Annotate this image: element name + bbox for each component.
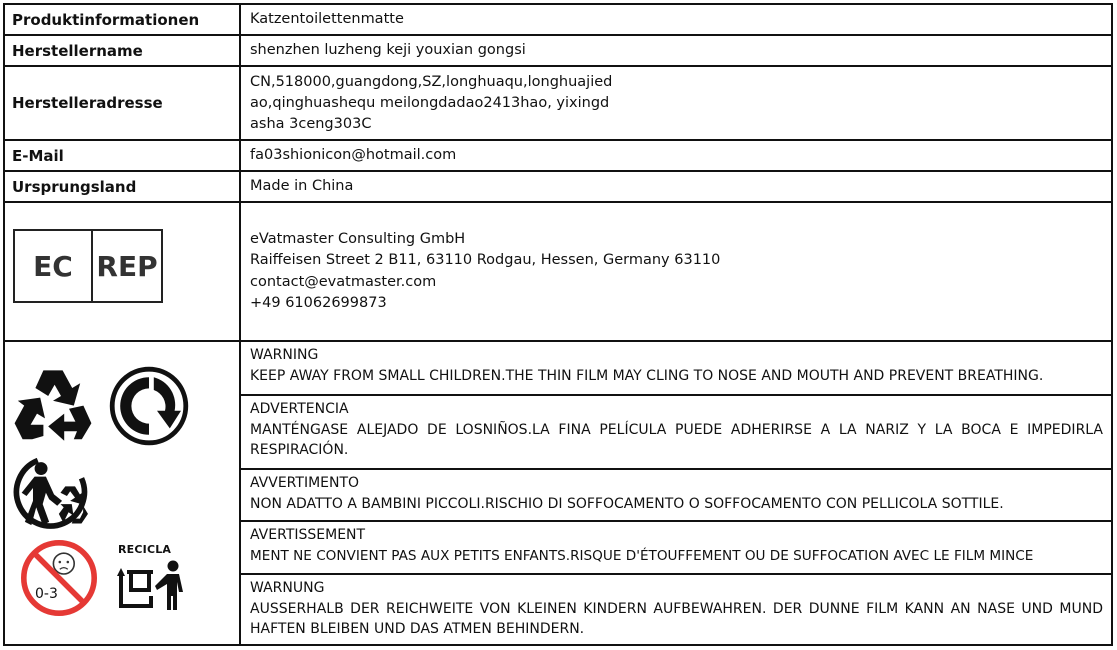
tidyman-recycle-icon — [13, 454, 95, 530]
ec-rep-details — [241, 203, 1111, 340]
label-origin: Ursprungsland — [5, 172, 241, 201]
warnings-block — [241, 342, 1111, 644]
warning-es — [241, 396, 1111, 470]
value-product: Katzentoilettenmatte — [250, 11, 404, 27]
label-email: E-Mail — [5, 141, 241, 170]
recicla-label: RECICLA — [118, 543, 172, 556]
ec-rep-logo-ec: EC — [15, 231, 93, 301]
warning-heading: ADVERTENCIA — [250, 401, 349, 417]
label-manufacturer-address: Herstelleradresse — [5, 67, 241, 139]
row-email — [5, 141, 1111, 172]
warning-heading: WARNUNG — [250, 580, 325, 596]
ec-rep-logo-cell — [5, 203, 241, 340]
ec-rep-phone: +49 61062699873 — [250, 295, 387, 311]
green-dot-icon — [109, 366, 189, 446]
warning-heading: AVVERTIMENTO — [250, 475, 360, 491]
no-children-0-3-icon — [19, 538, 99, 618]
ec-rep-address: Raiffeisen Street 2 B11, 63110 Rodgau, Hessen, Germany 63110 — [250, 252, 721, 268]
row-product — [5, 5, 1111, 36]
recicla-icon — [113, 558, 189, 614]
warning-it — [241, 470, 1111, 522]
value-email: fa03shionicon@hotmail.com — [250, 147, 457, 163]
address-line: CN,518000,guangdong,SZ,longhuaqu,longhuajied — [250, 73, 613, 90]
warning-text: AUSSERHALB DER REICHWEITE VON KLEINEN KINDERN AUFBEWAHREN. DER DUNNE FILM KANN AN NASE UND MUND HAFTEN BLEIBEN UND DAS ATMEN BEHINDERN. — [250, 600, 1103, 637]
ec-rep-email: contact@evatmaster.com — [250, 273, 437, 290]
warning-text: MENT NE CONVIENT PAS AUX PETITS ENFANTS.RISQUE D'ÉTOUFFEMENT OU DE SUFFOCATION AVEC LE FILM MINCE — [250, 547, 1034, 564]
recycle-icon — [13, 364, 93, 444]
warning-en — [241, 342, 1111, 396]
address-line: asha 3ceng303C — [250, 115, 372, 132]
value-manufacturer-address — [241, 67, 1111, 139]
warning-heading: AVERTISSEMENT — [250, 527, 366, 543]
warning-de — [241, 575, 1111, 644]
label-manufacturer-name: Herstellername — [5, 36, 241, 65]
symbols-cell — [5, 342, 241, 644]
warning-text: KEEP AWAY FROM SMALL CHILDREN.THE THIN FILM MAY CLING TO NOSE AND MOUTH AND PREVENT BREATHING. — [250, 367, 1044, 384]
warning-fr — [241, 522, 1111, 575]
row-warnings — [5, 342, 1111, 644]
warning-heading: WARNING — [250, 347, 319, 363]
product-info-table — [3, 3, 1113, 646]
age-label: 0-3 — [35, 586, 58, 602]
row-origin — [5, 172, 1111, 203]
value-manufacturer-name: shenzhen luzheng keji youxian gongsi — [250, 42, 526, 58]
row-ec-rep — [5, 203, 1111, 342]
row-manufacturer-address — [5, 67, 1111, 141]
label-product: Produktinformationen — [5, 5, 241, 34]
value-origin: Made in China — [250, 178, 354, 194]
ec-rep-logo-rep: REP — [96, 249, 158, 283]
warning-text: NON ADATTO A BAMBINI PICCOLI.RISCHIO DI SOFFOCAMENTO O SOFFOCAMENTO CON PELLICOLA SOTTILE. — [250, 495, 1004, 512]
row-manufacturer-name — [5, 36, 1111, 67]
address-line: ao,qinghuashequ meilongdadao2413hao, yixingd — [250, 94, 610, 111]
ec-rep-logo — [13, 229, 163, 303]
warning-text: MANTÉNGASE ALEJADO DE LOSNIÑOS.LA FINA PELÍCULA PUEDE ADHERIRSE A LA NARIZ Y LA BOCA E IMPEDIRLA RESPIRACIÓN. — [250, 421, 1103, 458]
ec-rep-company: eVatmaster Consulting GmbH — [250, 230, 466, 247]
